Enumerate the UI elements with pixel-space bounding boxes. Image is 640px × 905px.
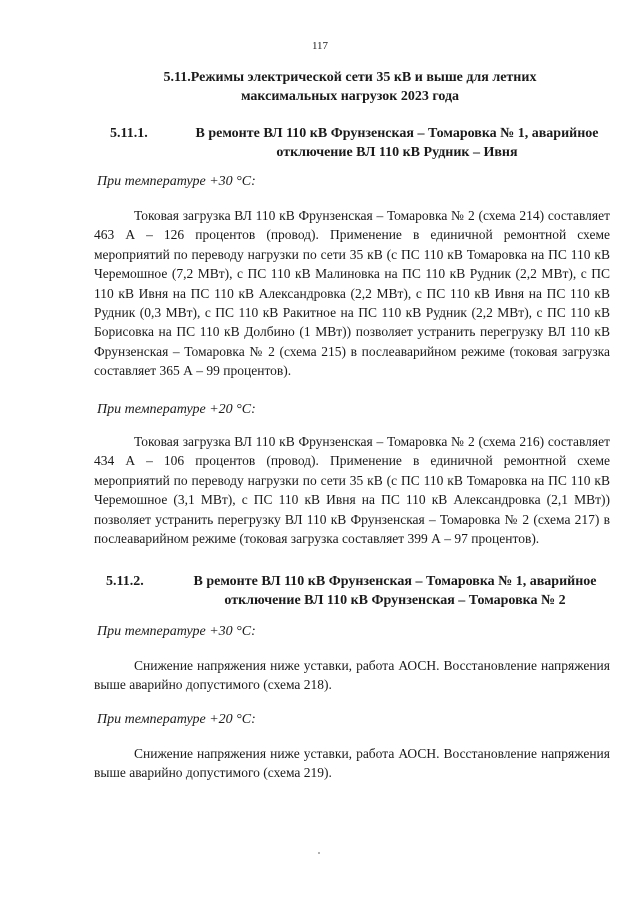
temperature-heading: При температуре +20 °C: xyxy=(97,402,256,417)
scan-speck xyxy=(318,852,320,854)
subsection-title-line-2: отключение ВЛ 110 кВ Рудник – Ивня xyxy=(276,145,518,160)
subsection-number: 5.11.2. xyxy=(106,574,144,589)
section-title-line-2: максимальных нагрузок 2023 года xyxy=(240,89,460,104)
subsection-title-line-1: В ремонте ВЛ 110 кВ Фрунзенская – Томаровка № 1, аварийное xyxy=(193,574,597,589)
subsection-heading-5-11-1 xyxy=(110,124,620,164)
subsection-title xyxy=(174,124,620,162)
body-paragraph: Токовая загрузка ВЛ 110 кВ Фрунзенская – Томаровка № 2 (схема 214) составляет 463 А – 126 процентов (провод). Применение в единичной ремонтной схеме мероприятий по переводу нагрузки по сети 35 кВ (с ПС 110 кВ Томаровка на ПС 110 кВ Черемошное (7,2 МВт), с ПС 110 кВ Малиновка на ПС 110 кВ Рудник (2,2 МВт), с ПС 110 кВ Ивня на ПС 110 кВ Александровка (2,2 МВт), с ПС 110 кВ Ивня на ПС 110 кВ Рудник (0,3 МВт), с ПС 110 кВ Ракитное на ПС 110 кВ Рудник (2,2 МВт), с ПС 110 кВ Борисовка на ПС 110 кВ Долбино (1 МВт)) позволяет устранить перегрузку ВЛ 110 кВ Фрунзенская – Томаровка № 2 (схема 215) в послеаварийном режиме (токовая загрузка составляет 365 А – 99 процентов). xyxy=(94,208,610,379)
page-number: 117 xyxy=(311,40,329,52)
body-paragraph: Снижение напряжения ниже уставки, работа АОСН. Восстановление напряжения выше аварийно допустимого (схема 218). xyxy=(94,658,610,693)
body-paragraph: Снижение напряжения ниже уставки, работа АОСН. Восстановление напряжения выше аварийно допустимого (схема 219). xyxy=(94,746,610,781)
temperature-heading: При температуре +20 °C: xyxy=(97,712,256,727)
subsection-title xyxy=(170,572,620,610)
subsection-title-line-1: В ремонте ВЛ 110 кВ Фрунзенская – Томаровка № 1, аварийное xyxy=(195,126,599,141)
temperature-heading: При температуре +30 °C: xyxy=(97,624,256,639)
temperature-heading: При температуре +30 °C: xyxy=(97,174,256,189)
section-title xyxy=(130,68,570,106)
subsection-heading-5-11-2 xyxy=(106,572,620,612)
body-paragraph: Токовая загрузка ВЛ 110 кВ Фрунзенская – Томаровка № 2 (схема 216) составляет 434 А – 106 процентов (провод). Применение в единичной ремонтной схеме мероприятий по переводу нагрузки по сети 35 кВ (с ПС 110 кВ Томаровка на ПС 110 кВ Черемошное (3,1 МВт), с ПС 110 кВ Ивня на ПС 110 кВ Александровка (2,1 МВт)) позволяет устранить перегрузку ВЛ 110 кВ Фрунзенская – Томаровка № 2 (схема 217) в послеаварийном режиме (токовая загрузка составляет 399 А – 97 процентов). xyxy=(94,434,610,547)
subsection-number: 5.11.1. xyxy=(110,126,148,141)
subsection-title-line-2: отключение ВЛ 110 кВ Фрунзенская – Томаровка № 2 xyxy=(224,593,566,608)
section-title-line-1: 5.11.Режимы электрической сети 35 кВ и выше для летних xyxy=(163,70,537,85)
